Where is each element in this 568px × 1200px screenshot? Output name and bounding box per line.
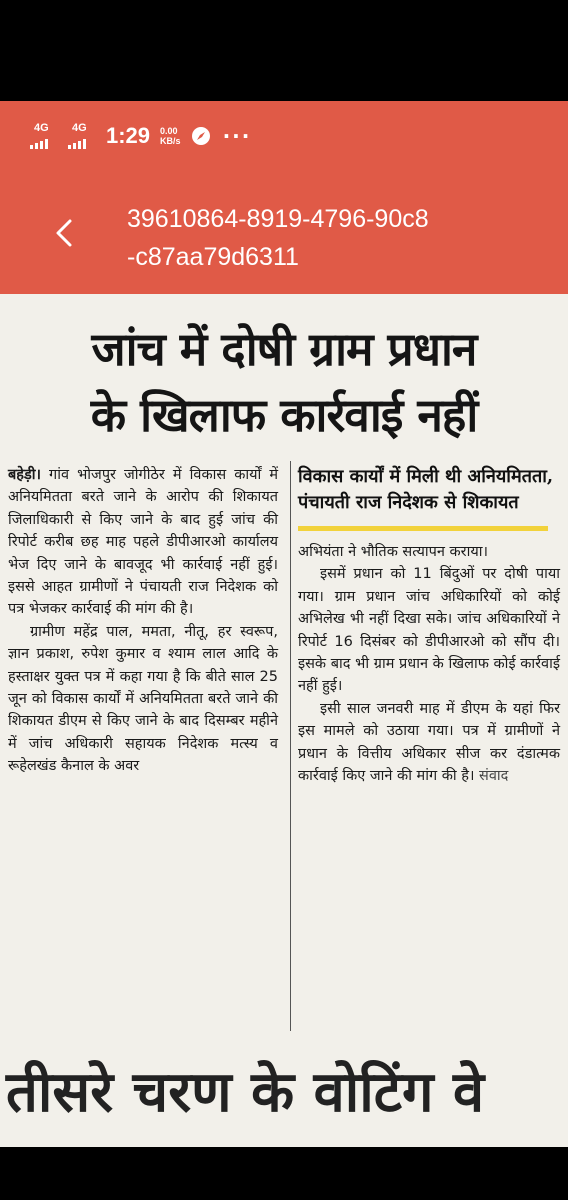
app-bar [0, 101, 568, 294]
network-type-label-2: 4G [72, 122, 87, 134]
headline-line-1: जांच में दोषी ग्राम प्रधान [91, 322, 477, 376]
chevron-left-icon [48, 213, 84, 253]
page-title-line-1: 39610864-8919-4796-90c8 [127, 205, 429, 233]
article-paragraph-5-text: इसी साल जनवरी माह में डीएम के यहां फिर इस मामले को उठाया गया। पत्र में ग्रामीणों ने प्रधान के वित्तीय अधिकार सीज कर दंडात्मक कार्रवाई किए जाने की मांग की है। [298, 700, 560, 785]
network-signal-icon-2 [68, 123, 96, 149]
page-title-line-2: -c87aa79d6311 [127, 243, 299, 271]
bottom-black-bar [0, 1147, 568, 1200]
newspaper-clipping-image [0, 294, 568, 1147]
network-speed [160, 126, 181, 146]
article-paragraph-5 [298, 698, 560, 788]
back-button[interactable] [48, 213, 84, 253]
top-black-bar [0, 0, 568, 101]
more-notifications-icon: ··· [222, 124, 252, 148]
article-paragraph-2: ग्रामीण महेंद्र पाल, ममता, नीतू, हर स्वरूप, ज्ञान प्रकाश, रुपेश कुमार व श्याम लाल आदि के हस्ताक्षर युक्त पत्र में कहा गया है कि बीते साल 25 जून को विकास कार्यों में अनियमितता बरते जाने की शिकायत डीएम से किए जाने के बाद दिसम्बर महीने में जांच अधिकारी सहायक निदेशक मत्स्य व रूहेलखंड कैनाल के अवर [8, 623, 278, 775]
article-right-column [298, 464, 560, 787]
page-title [127, 200, 547, 276]
article-credit: संवाद [474, 768, 509, 785]
compass-icon [191, 126, 211, 146]
headline-line-2: के खिलाफ कार्रवाई नहीं [90, 388, 478, 442]
article-paragraph-3: अभियंता ने भौतिक सत्यापन कराया। [298, 544, 488, 560]
article-left-column [8, 464, 278, 778]
article-paragraph-4: इसमें प्रधान को 11 बिंदुओं पर दोषी पाया गया। ग्राम प्रधान जांच अधिकारियों को कोई अभिलेख भी नहीं दिखा सके। जांच अधिकारियों ने रिपोर्ट 16 दिसंबर को डीपीआरओ को सौंप दी। इसके बाद भी ग्राम प्रधान के खिलाफ कोई कार्रवाई नहीं हुई। [298, 566, 560, 695]
article-paragraph-1-text: गांव भोजपुर जोगीठेर में विकास कार्यों में अनियमितता बरते जाने के आरोप की शिकायत जिलाधिकारी से किए जाने के बाद हुई जांच की रिपोर्ट करीब छह माह पहले डीपीआरओ कार्यालय भेज दिए जाने के बावजूद भी कार्रवाई नहीं हुई। इससे आहत ग्रामीणों ने पंचायती राज निदेशक को पत्र भेजकर कार्रवाई की मांग की है। [8, 467, 278, 618]
status-bar [30, 123, 251, 149]
network-speed-unit: KB/s [160, 136, 181, 146]
dateline: बहेड़ी। [8, 467, 41, 483]
network-type-label: 4G [34, 122, 49, 134]
column-divider [290, 461, 291, 1031]
next-article-headline: तीसरे चरण के वोटिंग वे [6, 1059, 485, 1125]
article-subheading: विकास कार्यों में मिली थी अनियमितता, पंचायती राज निदेशक से शिकायत [298, 466, 554, 513]
network-speed-value: 0.00 [160, 126, 178, 136]
article-headline [0, 316, 568, 448]
subheading-accent-rule [298, 526, 548, 531]
status-time: 1:29 [106, 123, 151, 148]
network-signal-icon [30, 123, 58, 149]
article-paragraph-1 [8, 464, 278, 621]
